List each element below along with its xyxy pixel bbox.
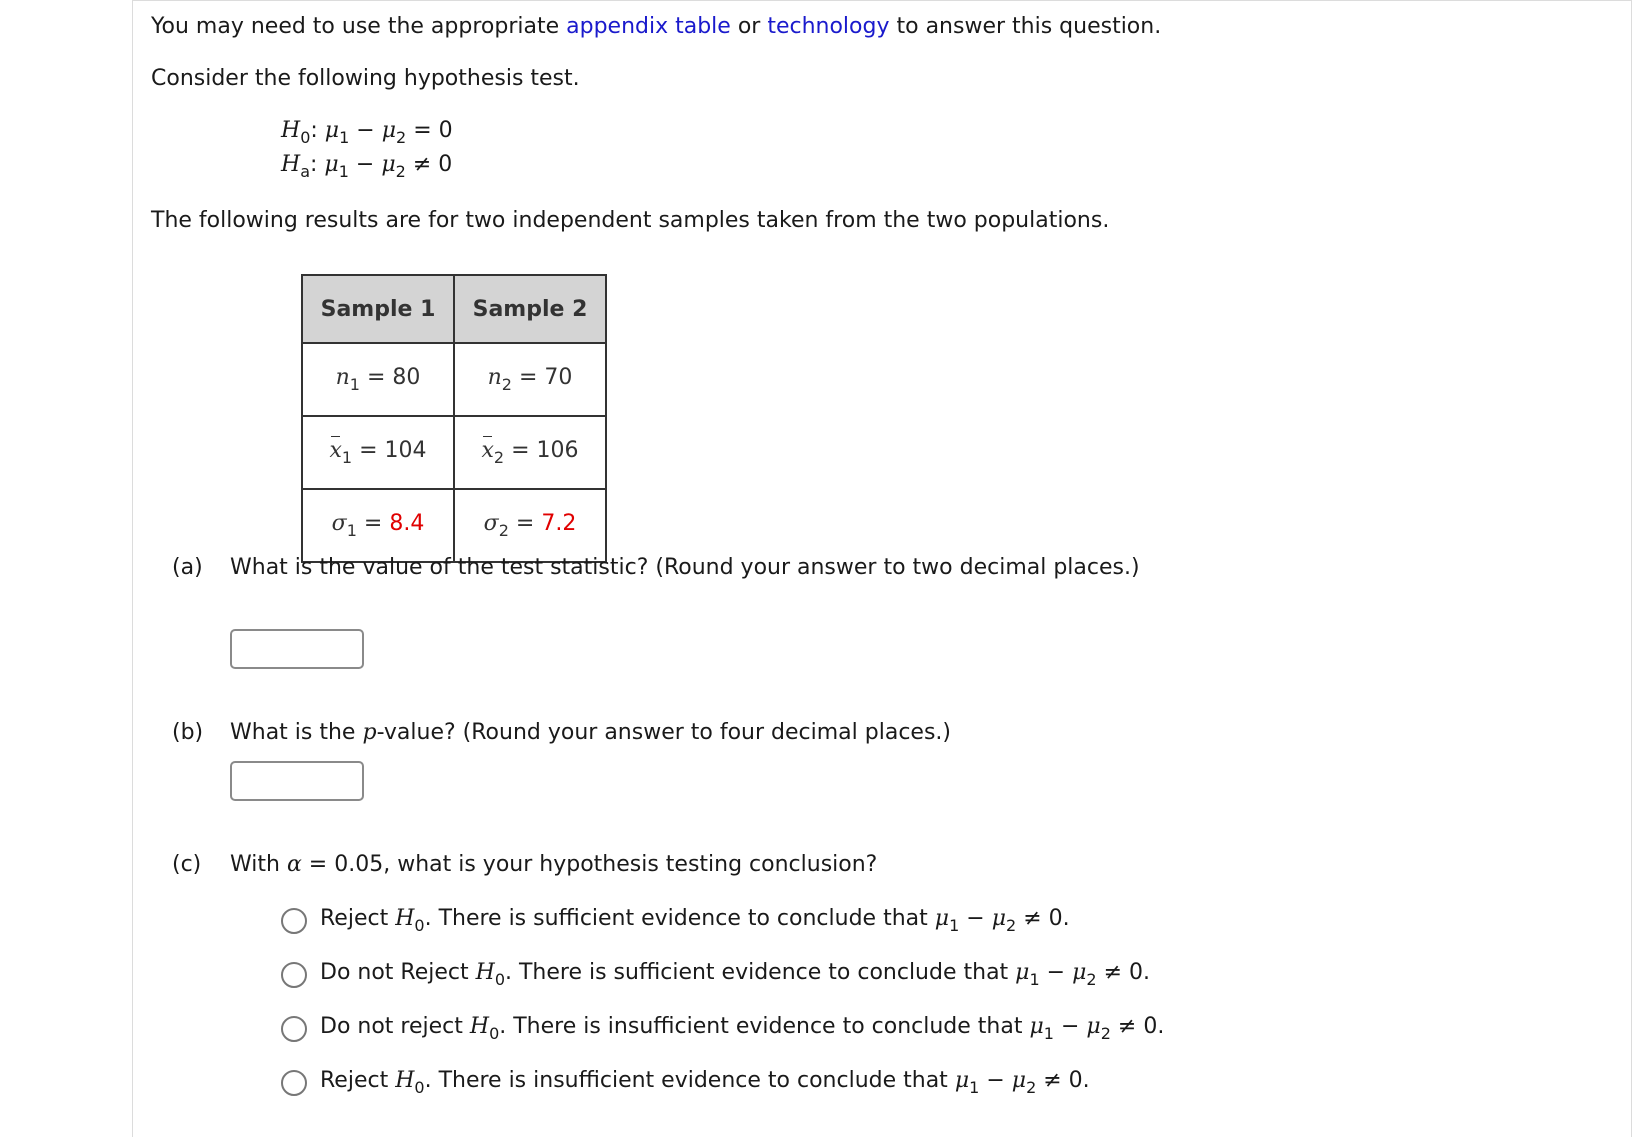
h0-subscript: 0 [414,1078,425,1097]
sigma-symbol: σ [331,511,347,536]
sub-1: 1 [949,916,960,935]
header-sample-2: Sample 2 [454,275,606,343]
option-1-label[interactable] [320,906,1070,935]
option-tail: ≠ 0. [1117,1014,1165,1039]
minus: − [986,1068,1005,1093]
minus: − [355,152,375,177]
null-hypothesis [281,118,453,147]
sub-2: 2 [493,448,505,467]
sub-2: 2 [1086,970,1097,989]
option-4-label[interactable] [320,1068,1090,1097]
h-symbol: H [281,118,301,143]
intro-line [151,14,1161,39]
h0-subscript: 0 [414,916,425,935]
equals: = [518,365,538,390]
sub-1: 1 [349,375,360,394]
option-tail: ≠ 0. [1103,960,1151,985]
sub-1: 1 [341,448,353,467]
sub-1: 1 [969,1078,980,1097]
cell-xbar2 [454,416,606,489]
b-text-post: -value? (Round your answer to four decimal places.) [376,720,951,745]
p-symbol: p [362,720,377,745]
sub-1: 1 [338,162,349,181]
cell-xbar1 [302,416,454,489]
sample-table [301,274,607,563]
part-a-question: What is the value of the test statistic? (Round your answer to two decimal places.) [230,555,1140,580]
equals: = [511,438,530,463]
mu-symbol: μ [324,118,340,143]
mu-symbol: μ [324,152,339,177]
n-symbol: n [487,365,502,390]
part-a-label: (a) [172,555,203,580]
option-tail: ≠ 0. [1043,1068,1090,1093]
xbar-symbol: x [481,438,494,463]
sub-2: 2 [1100,1024,1111,1043]
option-lead: Do not reject [320,1014,470,1039]
h0-subscript: 0 [494,970,505,989]
equals: = [359,438,378,463]
mu-symbol: μ [381,118,397,143]
option-mid: . There is sufficient evidence to conclude that [505,960,1016,985]
c-text-pre: With [230,852,287,877]
mu-symbol: μ [1015,960,1030,985]
equals: = [515,511,535,536]
mu-symbol: μ [991,906,1006,931]
sub-2: 2 [395,162,406,181]
equals: = [363,511,383,536]
intro-text: You may need to use the appropriate [151,14,567,39]
intro-text-end: to answer this question. [889,14,1162,39]
part-b-question [230,720,951,745]
option-3-radio[interactable] [281,1016,307,1042]
minus: − [356,118,375,143]
h0-subscript: 0 [489,1024,500,1043]
xbar-symbol: x [329,438,342,463]
part-c-label: (c) [172,852,202,877]
b-text-pre: What is the [230,720,363,745]
appendix-table-link[interactable]: appendix table [566,14,731,39]
ha-relation: ≠ 0 [412,152,453,177]
h-symbol: H [395,1068,415,1093]
cell-n1 [302,343,454,416]
cell-sigma1 [302,489,454,562]
cell-n2 [454,343,606,416]
part-c-question [230,852,877,877]
sub-1: 1 [1043,1024,1054,1043]
option-mid: . There is insufficient evidence to conclude that [424,1068,955,1093]
consider-text: Consider the following hypothesis test. [151,66,580,91]
option-lead: Reject [320,906,396,931]
xbar1-value: 104 [384,438,427,463]
option-mid: . There is sufficient evidence to conclude that [424,906,935,931]
minus: − [1060,1014,1080,1039]
h-symbol: H [469,1014,490,1039]
sub-1: 1 [346,521,357,540]
sigma1-value: 8.4 [389,511,425,536]
h-symbol: H [395,906,415,931]
sub-2: 2 [396,128,407,147]
sub-2: 2 [1026,1078,1037,1097]
sub-2: 2 [498,521,509,540]
sub-2: 2 [501,375,512,394]
header-sample-1: Sample 1 [302,275,454,343]
results-text: The following results are for two independent samples taken from the two populations. [151,208,1110,233]
option-mid: . There is insufficient evidence to conclude that [499,1014,1030,1039]
mu-symbol: μ [1011,1068,1027,1093]
colon: : [310,152,318,177]
n1-value: 80 [392,365,421,390]
mu-symbol: μ [954,1068,970,1093]
mu-symbol: μ [934,906,950,931]
intro-text-or: or [730,14,768,39]
option-3-label[interactable] [320,1014,1164,1043]
sub-1: 1 [339,128,350,147]
part-b-label: (b) [172,720,204,745]
option-1-radio[interactable] [281,908,307,934]
alpha-symbol: α [286,852,302,877]
c-text-post: = 0.05, what is your hypothesis testing conclusion? [301,852,878,877]
h-symbol: H [281,152,301,177]
xbar2-value: 106 [536,438,579,463]
equals: = [366,365,386,390]
option-2-label[interactable] [320,960,1150,989]
sigma2-value: 7.2 [541,511,577,536]
n2-value: 70 [544,365,573,390]
ha-subscript: a [300,162,310,181]
sigma-symbol: σ [483,511,499,536]
cell-sigma2 [454,489,606,562]
mu-symbol: μ [381,152,396,177]
n-symbol: n [335,365,350,390]
mu-symbol: μ [1072,960,1087,985]
mu-symbol: μ [1029,1014,1044,1039]
p-value-input[interactable] [230,761,364,801]
mu-symbol: μ [1086,1014,1101,1039]
h0-relation: = 0 [413,118,453,143]
sub-2: 2 [1006,916,1017,935]
colon: : [310,118,318,143]
h0-subscript: 0 [300,128,311,147]
alternative-hypothesis [281,152,452,181]
technology-link[interactable]: technology [767,14,890,39]
option-tail: ≠ 0. [1023,906,1070,931]
option-lead: Do not Reject [320,960,476,985]
option-4-radio[interactable] [281,1070,307,1096]
test-statistic-input[interactable] [230,629,364,669]
minus: − [1046,960,1066,985]
sub-1: 1 [1029,970,1040,989]
option-2-radio[interactable] [281,962,307,988]
minus: − [966,906,985,931]
option-lead: Reject [320,1068,396,1093]
h-symbol: H [475,960,495,985]
